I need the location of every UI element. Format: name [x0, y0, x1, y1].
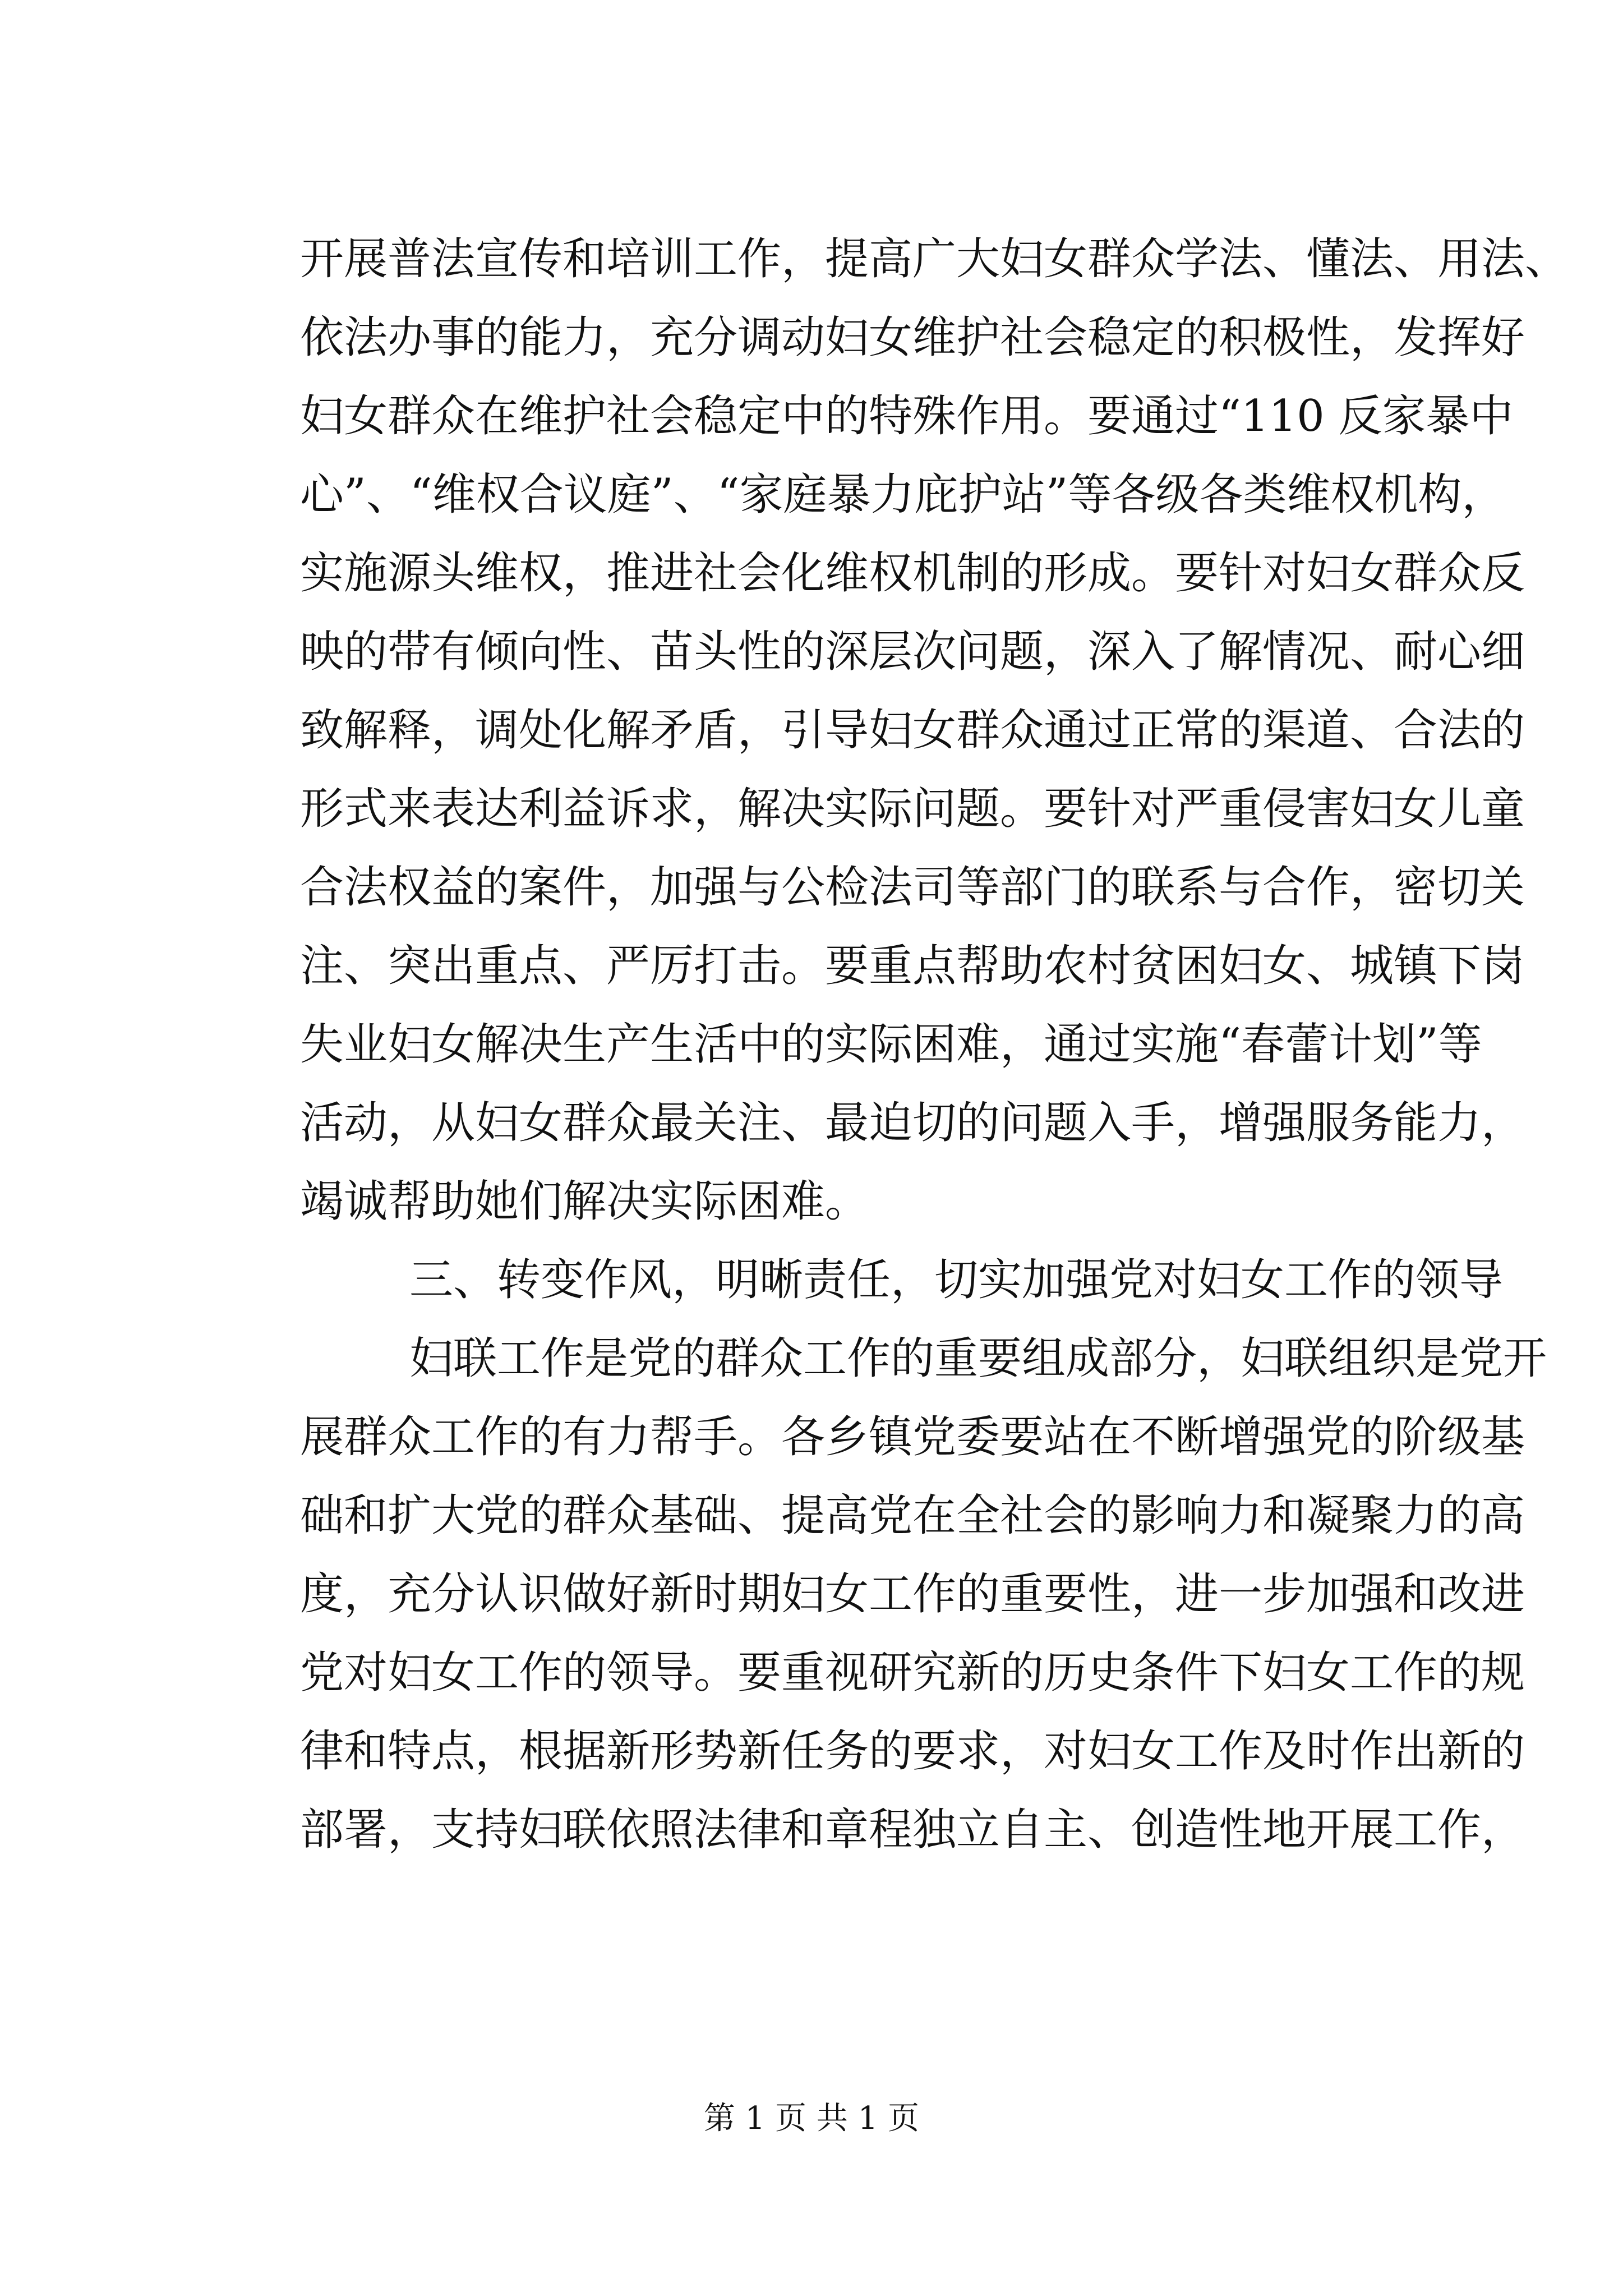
body-line: 形式来表达利益诉求，解决实际问题。要针对严重侵害妇女儿童	[300, 784, 1525, 834]
body-line: 律和特点，根据新形势新任务的要求，对妇女工作及时作出新的	[300, 1726, 1525, 1777]
body-line: 失业妇女解决生产生活中的实际困难，通过实施“春蕾计划”等	[300, 1019, 1482, 1070]
body-line: 开展普法宣传和培训工作，提高广大妇女群众学法、懂法、用法、	[300, 234, 1569, 284]
page-footer: 第 1 页 共 1 页	[703, 2100, 920, 2137]
body-line: 注、突出重点、严厉打击。要重点帮助农村贫困妇女、城镇下岗	[300, 941, 1525, 991]
body-line: 依法办事的能力，充分调动妇女维护社会稳定的积极性，发挥好	[300, 312, 1525, 363]
body-line: 实施源头维权，推进社会化维权机制的形成。要针对妇女群众反	[300, 548, 1525, 599]
body-line: 心”、“维权合议庭”、“家庭暴力庇护站”等各级各类维权机构，	[300, 470, 1506, 520]
body-line: 合法权益的案件，加强与公检法司等部门的联系与合作，密切关	[300, 862, 1525, 913]
body-line: 展群众工作的有力帮手。各乡镇党委要站在不断增强党的阶级基	[300, 1412, 1525, 1462]
section-heading: 三、转变作风，明晰责任，切实加强党对妇女工作的领导	[409, 1255, 1504, 1305]
body-line: 妇女群众在维护社会稳定中的特殊作用。要通过“110 反家暴中	[300, 391, 1514, 441]
body-line: 度，充分认识做好新时期妇女工作的重要性，进一步加强和改进	[300, 1569, 1525, 1619]
body-line: 竭诚帮助她们解决实际困难。	[300, 1176, 869, 1227]
body-line: 映的带有倾向性、苗头性的深层次问题，深入了解情况、耐心细	[300, 627, 1525, 677]
body-line: 致解释，调处化解矛盾，引导妇女群众通过正常的渠道、合法的	[300, 705, 1525, 756]
body-line: 部署，支持妇联依照法律和章程独立自主、创造性地开展工作，	[300, 1805, 1525, 1855]
body-line: 党对妇女工作的领导。要重视研究新的历史条件下妇女工作的规	[300, 1648, 1525, 1698]
body-line: 础和扩大党的群众基础、提高党在全社会的影响力和凝聚力的高	[300, 1490, 1525, 1541]
body-line: 活动，从妇女群众最关注、最迫切的问题入手，增强服务能力，	[300, 1098, 1525, 1148]
body-line: 妇联工作是党的群众工作的重要组成部分，妇联组织是党开	[409, 1333, 1547, 1384]
document-body	[300, 220, 1569, 1869]
